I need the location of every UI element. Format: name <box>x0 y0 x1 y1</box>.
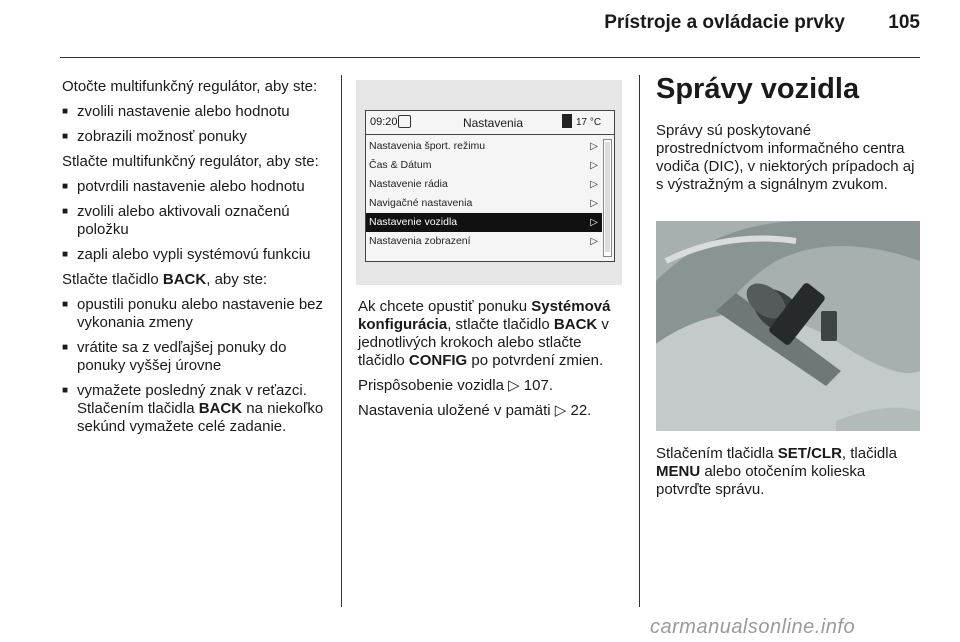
thermometer-icon <box>562 114 572 128</box>
section-heading: Správy vozidla <box>656 73 860 105</box>
list-item: ■ vrátite sa z vedľajšej ponuky do ponuky vyššej úrovne <box>62 339 332 375</box>
list-item: ■ zobrazili možnosť ponuky <box>62 128 332 146</box>
steering-stalk-photo <box>656 221 920 431</box>
menu-item-label: Nastavenie rádia <box>369 178 448 190</box>
scrollbar-thumb <box>605 142 610 252</box>
menu-item-label: Čas & Dátum <box>369 159 432 171</box>
menu-item-label: Nastavenia zobrazení <box>369 235 471 247</box>
chevron-right-icon: ▷ <box>590 217 598 228</box>
chevron-right-icon: ▷ <box>590 160 598 171</box>
column-divider-2 <box>639 75 640 607</box>
menu-item-label: Navigačné nastavenia <box>369 197 473 209</box>
list-item: ■ zvolili nastavenie alebo hodnotu <box>62 103 332 121</box>
menu-item[interactable] <box>366 232 602 251</box>
column-divider-1 <box>341 75 342 607</box>
display-screen-figure <box>356 80 622 285</box>
menu-item[interactable] <box>366 137 602 156</box>
settings-menu <box>366 137 602 251</box>
settings-screen <box>365 110 615 262</box>
clock-icon <box>398 115 411 128</box>
bullet-list <box>62 296 332 375</box>
chevron-right-icon: ▷ <box>590 179 598 190</box>
paragraph: Stlačte multifunkčný regulátor, aby ste: <box>62 153 319 170</box>
list-item: ■ zvolili alebo aktivovali označenú položku <box>62 203 332 239</box>
menu-item[interactable] <box>366 213 602 232</box>
list-item: ■ potvrdili nastavenie alebo hodnotu <box>62 178 332 196</box>
paragraph: Správy sú poskytované prostredníctvom informačného centra vodiča (DIC), v niektorých prípadoch aj s výstražným a signálnym zvukom. <box>656 122 915 193</box>
bullet-list <box>62 178 332 264</box>
scrollbar <box>603 139 612 257</box>
cross-reference: Prispôsobenie vozidla ▷ 107. <box>358 377 553 394</box>
screen-title: Nastavenia <box>462 116 524 130</box>
paragraph: Stlačte tlačidlo BACK, aby ste: <box>62 271 268 288</box>
menu-item[interactable] <box>366 156 602 175</box>
screen-status-bar <box>366 111 614 135</box>
stalk-illustration <box>656 221 920 431</box>
list-item: ■ zapli alebo vypli systémovú funkciu <box>62 246 332 264</box>
bullet-list <box>62 103 332 146</box>
chevron-right-icon: ▷ <box>590 198 598 209</box>
paragraph: Otočte multifunkčný regulátor, aby ste: <box>62 78 318 95</box>
paragraph: Stlačením tlačidla SET/CLR, tlačidla MENU alebo otočením kolieska potvrďte správu. <box>656 445 897 498</box>
header-rule <box>60 57 920 58</box>
list-item: ■ vymažete posledný znak v reťazci. Stlačením tlačidla BACK na niekoľko sekúnd vymažete celé zadanie. <box>62 382 332 436</box>
column-2 <box>358 298 630 427</box>
menu-item[interactable] <box>366 175 602 194</box>
menu-item[interactable] <box>366 194 602 213</box>
page-number: 105 <box>888 12 920 33</box>
watermark: carmanualsonline.info <box>650 616 856 638</box>
screen-time: 09:20 <box>370 116 398 128</box>
screen-temperature: 17 °C <box>576 117 602 128</box>
column-3-intro <box>656 122 922 201</box>
page-header-title: Prístroje a ovládacie prvky <box>604 12 845 33</box>
paragraph: Ak chcete opustiť ponuku Systémová konfigurácia, stlačte tlačidlo BACK v jednotlivých krokoch alebo stlačte tlačidlo CONFIG po potvrdení zmien. <box>358 298 611 369</box>
chevron-right-icon: ▷ <box>590 141 598 152</box>
menu-item-label: Nastavenie vozidla <box>369 216 458 228</box>
list-item: ■ opustili ponuku alebo nastavenie bez vykonania zmeny <box>62 296 332 332</box>
menu-item-label: Nastavenia šport. režimu <box>369 140 486 152</box>
column-1 <box>62 78 332 443</box>
cross-reference: Nastavenia uložené v pamäti ▷ 22. <box>358 402 592 419</box>
chevron-right-icon: ▷ <box>590 236 598 247</box>
